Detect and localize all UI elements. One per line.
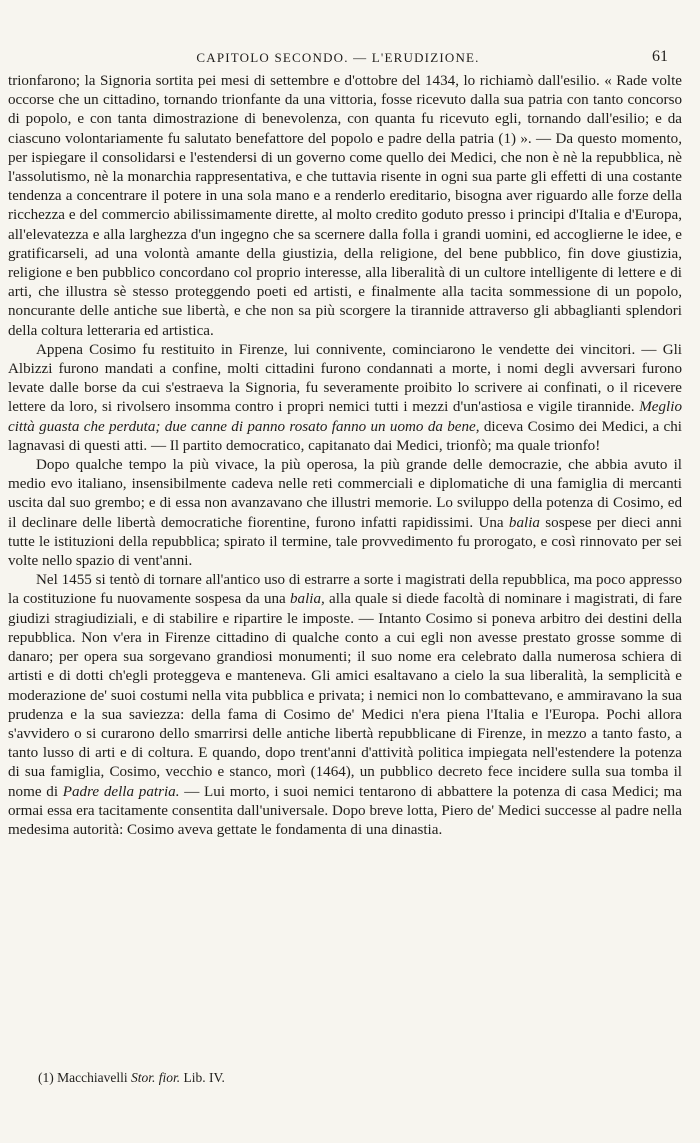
footnote-work: Stor. fior. [130, 1070, 181, 1085]
body-text [8, 72, 682, 840]
italic-term: balia [508, 514, 540, 531]
italic-term: balia, [290, 591, 325, 608]
paragraph-1 [8, 72, 682, 341]
running-title: CAPITOLO SECONDO. — L'ERUDIZIONE. [196, 50, 480, 65]
page-number: 61 [652, 48, 668, 65]
paragraph-text: alla quale si diede facoltà di nominare i magistrati, di fare giudizi stragiudiziali, e di stabilire e ripartire le imposte. — Intanto Cosimo si poneva arbitro dei destini della repubblica. Non v'era in Firenze cittadino di qualche conto a cui egli non avesse prestato grosse somme di danaro; per opera sua sorgevano grandiosi monumenti; il suo nome era celebrato dalla numerosa schiera di artisti e di dotti ch'egli proteggeva e manteneva. Gli amici esaltavano a cielo la sua liberalità, la semplicità e moderazione de' suoi costumi nella vita pubblica e privata; i nemici non lo combattevano, e ammiravano la sua prudenza e la sua saviezza: della fama di Cosimo de' Medici n'era piena l'Italia e l'Europa. Pochi allora s'avvidero o si curarono dello smarrirsi delle antiche libertà repubblicane di Firenze, in mezzo a tanto fasto, a tanto lusso di arti e di coltura. E quando, dopo trent'anni d'attività politica impiegata nell'estendere la potenza di sua famiglia, Cosimo, vecchio e stanco, morì (1464), un pubblico decreto fece incidere sulla sua tomba il nome di [8, 591, 682, 800]
paragraph-3 [8, 456, 682, 571]
paragraph-text: trionfarono; la Signoria sortita pei mesi di settembre e d'ottobre del 1434, lo richiamò dall'esilio. « Rade volte occorse che un cittadino, tornando trionfante da una vittoria, fosse ricevuto dalla sua patria con tanto concorso di popolo, e con tanta dimostrazione di benevolenza, con quanta fu ricevuto egli, tornando dall'esilio; e da ciascuno volontariamente fu salutato benefattore del popolo e padre della patria (1) ». — Da questo momento, per ispiegare il consolidarsi e l'estendersi di un governo come quello dei Medici, che non è nè la repubblica, nè l'assolutismo, nè la monarchia rappresentativa, e che tuttavia risente in ogni sua parte gli effetti di una costante tendenza a concentrare il potere in una sola mano e a renderlo ereditario, bisogna aver riguardo alle forze della ricchezza e del commercio abilissimamente dirette, al molto credito goduto presso i principi d'Italia e d'Europa, all'elevatezza e alla larghezza d'un ingegno che sa scernere dalla folla i grandi uomini, ed accoglierne le idee, e gratificarseli, ad una volontà amante della giustizia, della religione, del bene pubblico, fin dove giustizia, religione e ben pubblico concordano col proprio interesse, alla liberalità di un cultore intelligente di lettere e di arti, che illustra sè stesso proteggendo poeti ed artisti, e finalmente alla tacita sommessione di un popolo, noncurante delle antiche sue libertà, e che non sa più scorgere la tirannide attraverso gli abbaglianti splendori della coltura letteraria ed artistica. [8, 73, 682, 339]
paragraph-text: Nel 1455 si tentò di tornare all'antico uso di estrarre a sorte i magistrati della repubblica, ma poco appresso la costituzione fu nuovamente sospesa da una [8, 572, 682, 608]
running-head [8, 48, 668, 68]
paragraph-text: Dopo qualche tempo la più vivace, la più operosa, la più grande delle democrazie, che abbia avuto il medio evo italiano, insensibilmente cadeva nelle reti commerciali e diplomatiche di una famiglia di mercanti uscita dal suo grembo; e di essa non avanzavano che illustri memorie. Lo sviluppo della potenza di Cosimo, ed il declinare delle libertà democratiche fiorentine, furono infatti rapidissimi. Una [8, 457, 682, 531]
italic-quote: Meglio città guasta che perduta; due canne di panno rosato fanno un uomo da bene, [8, 399, 682, 435]
paragraph-text: — Lui morto, i suoi nemici tentarono di abbattere la potenza di casa Medici; ma ormai essa era tacitamente consentita dall'universale. Dopo breve lotta, Piero de' Medici successe al padre nella medesima autorità: Cosimo aveva gettate le fondamenta di una dinastia. [8, 783, 682, 838]
italic-title: Padre della patria. [62, 783, 180, 800]
paragraph-2 [8, 341, 682, 456]
footnote-book: Lib. IV. [183, 1070, 225, 1085]
paragraph-text: Appena Cosimo fu restituito in Firenze, lui connivente, cominciarono le vendette dei vincitori. — Gli Albizzi furono mandati a confine, molti cittadini furono condannati a morte, i nomi degli avversari furono levate dalle borse da cui s'estraeva la Signoria, fu severamente proibito lo scrivere ai confinati, o il ricevere lettere da loro, si rivolsero insomma contro i propri nemici tutti i mezzi d'un'astiosa e vigile tirannide. [8, 341, 682, 416]
footnote-marker: (1) [38, 1070, 54, 1085]
paragraph-4 [8, 571, 682, 840]
footnote [38, 1070, 225, 1086]
paragraph-text: sospese per dieci anni tutte le istituzioni della repubblica; spirato il termine, tale provvedimento fu prorogato, e così rinnovato per sei volte nello spazio di vent'anni. [8, 514, 682, 570]
paragraph-text: diceva Cosimo dei Medici, a chi lagnavasi di questi atti. — Il partito democratico, capitanato dai Medici, trionfò; ma quale trionfo! [8, 418, 682, 454]
footnote-author: Macchiavelli [57, 1070, 128, 1085]
